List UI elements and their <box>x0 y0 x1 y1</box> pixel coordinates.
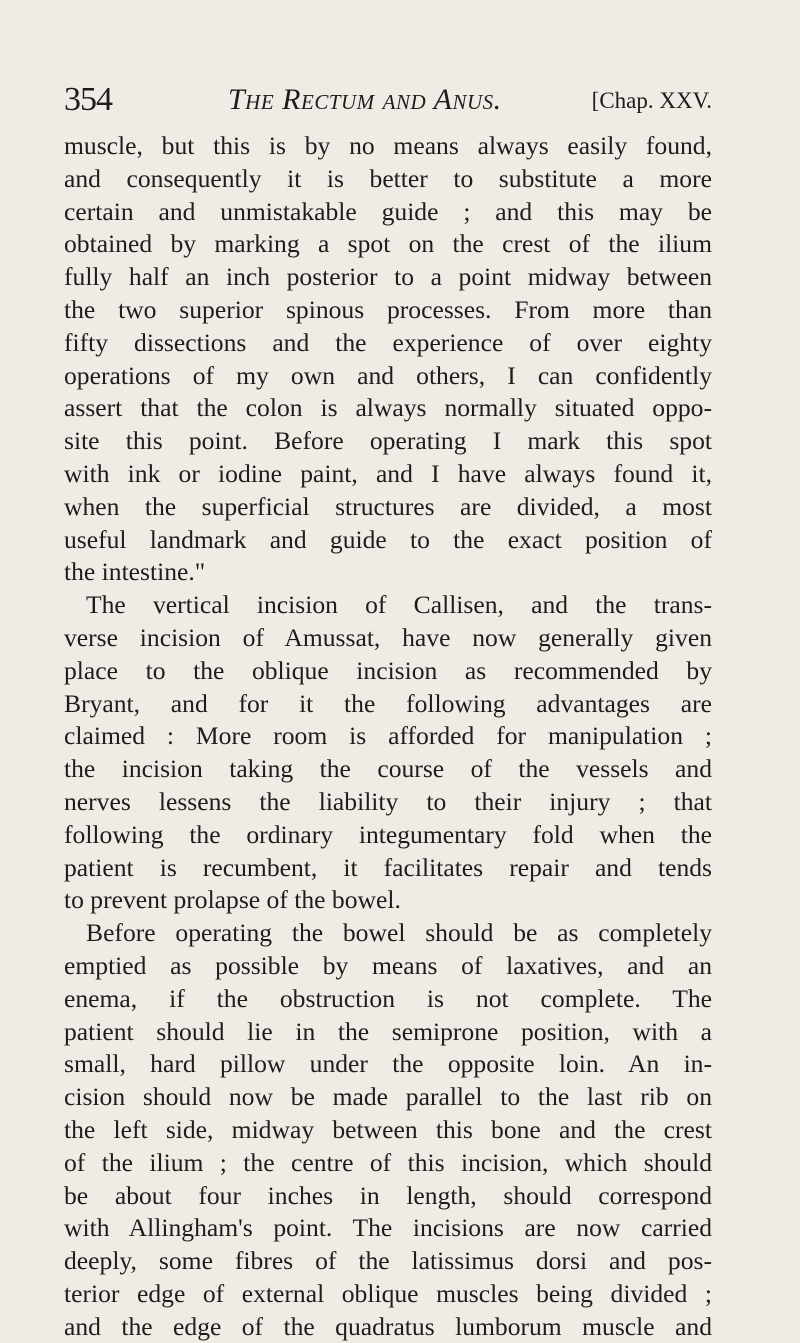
text-line: patient should lie in the semiprone position, with a <box>64 1016 712 1046</box>
text-line: following the ordinary integumentary fold when the <box>64 819 712 849</box>
text-line: be about four inches in length, should correspond <box>64 1180 712 1210</box>
text-line: deeply, some fibres of the latissimus dorsi and pos- <box>64 1246 712 1276</box>
text-line: Before operating the bowel should be as completely <box>86 918 712 948</box>
text-line: fully half an inch posterior to a point midway between <box>64 262 712 292</box>
text-line: when the superficial structures are divided, a most <box>64 491 712 521</box>
text-line: cision should now be made parallel to the last rib on <box>64 1082 712 1112</box>
text-line: and the edge of the quadratus lumborum muscle and <box>64 1311 712 1341</box>
text-line: assert that the colon is always normally situated oppo- <box>64 393 712 423</box>
text-line: patient is recumbent, it facilitates repair and tends <box>64 852 712 882</box>
text-line: with ink or iodine paint, and I have always found it, <box>64 458 712 488</box>
text-line: certain and unmistakable guide ; and this may be <box>64 196 712 226</box>
page-header <box>64 80 712 120</box>
text-line: operations of my own and others, I can confidently <box>64 360 712 390</box>
text-line: The vertical incision of Callisen, and the trans- <box>86 590 712 620</box>
text-line: verse incision of Amussat, have now generally given <box>64 622 712 652</box>
text-line: the incision taking the course of the vessels and <box>64 754 712 784</box>
text-line: and consequently it is better to substitute a more <box>64 163 712 193</box>
text-line: the left side, midway between this bone and the crest <box>64 1114 712 1144</box>
page-number: 354 <box>64 81 112 118</box>
text-line: small, hard pillow under the opposite loin. An in- <box>64 1049 712 1079</box>
text-line: terior edge of external oblique muscles being divided ; <box>64 1278 712 1308</box>
text-line: fifty dissections and the experience of over eighty <box>64 327 712 357</box>
text-line: claimed : More room is afforded for manipulation ; <box>64 721 712 751</box>
text-line: the two superior spinous processes. From more than <box>64 294 712 324</box>
chapter-label: [Chap. XXV. <box>591 88 712 113</box>
text-line: to prevent prolapse of the bowel. <box>64 885 401 915</box>
text-line: place to the oblique incision as recommended by <box>64 655 712 685</box>
text-line: muscle, but this is by no means always easily found, <box>64 131 712 160</box>
text-line: of the ilium ; the centre of this incision, which should <box>64 1147 712 1177</box>
text-line: with Allingham's point. The incisions are now carried <box>64 1213 712 1243</box>
text-line: site this point. Before operating I mark this spot <box>64 426 712 456</box>
text-line: nerves lessens the liability to their injury ; that <box>64 786 712 816</box>
text-line: emptied as possible by means of laxatives, and an <box>64 950 712 980</box>
body-text <box>64 130 712 1343</box>
text-line: Bryant, and for it the following advantages are <box>64 688 712 718</box>
text-line: the intestine." <box>64 557 206 587</box>
text-line: enema, if the obstruction is not complete. The <box>64 983 712 1013</box>
text-line: useful landmark and guide to the exact position of <box>64 524 712 554</box>
text-line: obtained by marking a spot on the crest of the ilium <box>64 229 712 259</box>
running-title: The Rectum and Anus. <box>228 83 502 116</box>
